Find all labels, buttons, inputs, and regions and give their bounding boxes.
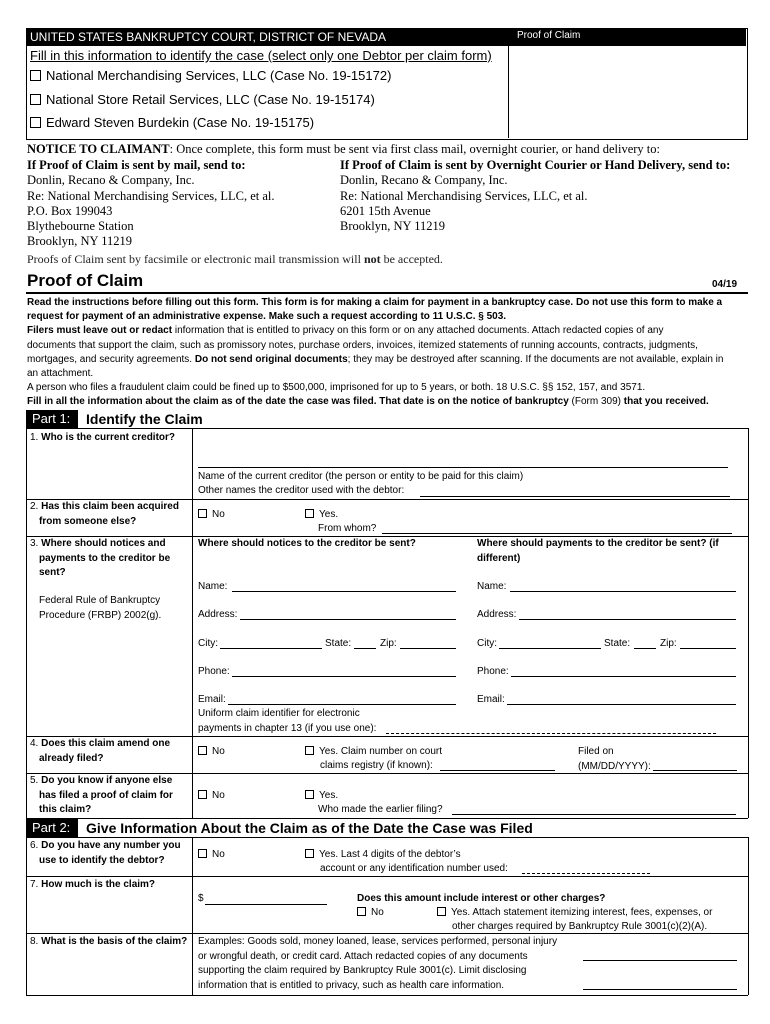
notice-email-field[interactable] <box>228 704 456 705</box>
form-version: 04/19 <box>712 279 738 290</box>
instructions: Read the instructions before filling out this form. This form is for making a claim for payment in a bankruptcy case. Do not use this form to make a request for payment of an administrative expense. Make such a request according to 11 U.S.C. § 503. Filers must leave out or redact information that is entitled to privacy on this form or on any attached documents. Attach redacted copies of any documents that support the claim, such as promissory notes, purchase orders, invoices, itemized statements of running accounts, contracts, judgments, mortgages, and security agreements. Do not send original documents; they may be destroyed after scanning. If the documents are not available, explain in an attachment. A person who files a fraudulent claim could be fined up to $500,000, imprisoned for up to 5 years, or both. 18 U.S.C. §§ 152, 157, and 3571. Fill in all the information about the claim as of the date the case was filed. That date is on the notice of bankruptcy (Form 309) that you received. <box>27 297 724 408</box>
case-option-3[interactable]: Edward Steven Burdekin (Case No. 19-15175) <box>30 115 314 130</box>
q4-no[interactable]: No <box>198 745 225 760</box>
notice-address-label: Address: <box>198 609 238 620</box>
q6-label: 6. Do you have any number you use to identify the debtor? <box>30 840 181 866</box>
mail-heading: If Proof of Claim is sent by mail, send to: <box>27 158 246 172</box>
notice-zip-label: Zip: <box>380 638 397 649</box>
notice-address-field[interactable] <box>240 619 456 620</box>
payment-name-label: Name: <box>477 581 507 592</box>
notice-name-label: Name: <box>198 581 228 592</box>
notices-heading: Where should notices to the creditor be sent? <box>198 538 416 549</box>
q2-no[interactable]: No <box>198 508 225 523</box>
courier-line: Re: National Merchandising Services, LLC, et al. <box>340 188 588 203</box>
q3-label: 3. Where should notices and payments to the creditor be sent? <box>30 538 171 578</box>
payment-zip-field[interactable] <box>680 648 736 649</box>
mail-line: Donlin, Recano & Company, Inc. <box>27 173 195 188</box>
checkbox-icon[interactable] <box>305 849 314 858</box>
q7-yes-detail: other charges required by Bankruptcy Rule 3001(c)(2)(A). <box>452 921 708 932</box>
mail-address-block <box>27 158 275 250</box>
q5-yes[interactable]: Yes. <box>305 789 338 804</box>
claim-basis-field-1[interactable] <box>583 960 737 961</box>
payment-state-field[interactable] <box>634 648 656 649</box>
form-tag: Proof of Claim <box>509 28 746 46</box>
creditor-name-caption: Name of the current creditor (the person or entity to be paid for this claim) <box>198 471 524 482</box>
checkbox-icon[interactable] <box>30 70 41 81</box>
q5-label: 5. Do you know if anyone else has filed a proof of claim for this claim? <box>30 775 173 815</box>
courier-heading: If Proof of Claim is sent by Overnight Courier or Hand Delivery, send to: <box>340 158 731 172</box>
mail-line: Brooklyn, NY 11219 <box>27 234 132 249</box>
part1-title: Identify the Claim <box>86 411 203 427</box>
checkbox-icon[interactable] <box>198 849 207 858</box>
courier-line: Brooklyn, NY 11219 <box>340 219 445 234</box>
claim-amount-field[interactable] <box>205 904 327 905</box>
payment-phone-field[interactable] <box>511 676 736 677</box>
mail-line: Re: National Merchandising Services, LLC, et al. <box>27 188 275 203</box>
title-rule <box>26 292 748 294</box>
payment-address-label: Address: <box>477 609 517 620</box>
notice-city-label: City: <box>198 638 218 649</box>
notice-city-field[interactable] <box>220 648 322 649</box>
q4-label: 4. Does this claim amend one already filed? <box>30 738 171 764</box>
payment-city-field[interactable] <box>499 648 601 649</box>
notice-phone-label: Phone: <box>198 666 230 677</box>
payment-email-label: Email: <box>477 694 505 705</box>
payment-email-field[interactable] <box>507 704 736 705</box>
other-names-line[interactable] <box>420 496 730 497</box>
part2-label: Part 2: <box>26 819 78 837</box>
q4-yes[interactable]: Yes. Claim number on court <box>305 745 442 760</box>
claim-basis-field-2[interactable] <box>583 989 737 990</box>
checkbox-icon[interactable] <box>305 509 314 518</box>
notice-state-field[interactable] <box>354 648 376 649</box>
other-names-label: Other names the creditor used with the debtor: <box>198 485 405 496</box>
case-option-1[interactable]: National Merchandising Services, LLC (Case No. 19-15172) <box>30 68 391 83</box>
checkbox-icon[interactable] <box>198 746 207 755</box>
filed-date-field[interactable] <box>653 770 737 771</box>
payment-zip-label: Zip: <box>660 638 677 649</box>
form-title: Proof of Claim <box>27 271 144 290</box>
mail-line: Blythebourne Station <box>27 219 134 234</box>
checkbox-icon[interactable] <box>357 907 366 916</box>
frbp-note: Federal Rule of Bankruptcy Procedure (FRBP) 2002(g). <box>39 595 162 621</box>
q6-yes[interactable]: Yes. Last 4 digits of the debtor’s <box>305 848 461 863</box>
uci-label: Uniform claim identifier for electronic payments in chapter 13 (if you use one): <box>198 708 377 734</box>
payment-phone-label: Phone: <box>477 666 509 677</box>
claim-registry-label: claims registry (if known): <box>320 760 433 771</box>
checkbox-icon[interactable] <box>30 94 41 105</box>
q6-no[interactable]: No <box>198 848 225 863</box>
fill-in-title: Fill in this information to identify the case (select only one Debtor per claim form) <box>30 48 492 63</box>
q8-label: 8. What is the basis of the claim? <box>30 936 188 947</box>
interest-question: Does this amount include interest or other charges? <box>357 893 606 904</box>
last4-field[interactable] <box>522 873 650 874</box>
checkbox-icon[interactable] <box>305 790 314 799</box>
checkbox-icon[interactable] <box>30 117 41 128</box>
notice-to-claimant: NOTICE TO CLAIMANT: Once complete, this form must be sent via first class mail, overnight courier, or hand delivery to: <box>27 142 660 156</box>
q7-yes[interactable]: Yes. Attach statement itemizing interest, fees, expenses, or <box>437 906 712 921</box>
courier-line: 6201 15th Avenue <box>340 203 431 218</box>
checkbox-icon[interactable] <box>198 509 207 518</box>
q2-label: 2. Has this claim been acquired from someone else? <box>30 501 179 527</box>
notice-zip-field[interactable] <box>400 648 456 649</box>
filed-on-label: Filed on (MM/DD/YYYY): <box>578 746 651 772</box>
courier-address-block <box>340 158 730 234</box>
q2-yes[interactable]: Yes. <box>305 508 338 523</box>
last4-label: account or any identification number used: <box>320 863 508 874</box>
payment-name-field[interactable] <box>510 591 736 592</box>
q7-label: 7. How much is the claim? <box>30 879 156 890</box>
fax-notice: Proofs of Claim sent by facsimile or electronic mail transmission will not be accepted. <box>27 252 443 266</box>
court-name: UNITED STATES BANKRUPTCY COURT, DISTRICT OF NEVADA <box>26 28 508 46</box>
earlier-filing-label: Who made the earlier filing? <box>318 804 443 815</box>
case-option-2[interactable]: National Store Retail Services, LLC (Case No. 19-15174) <box>30 92 375 107</box>
claim-number-field[interactable] <box>440 770 555 771</box>
q1-label: 1. Who is the current creditor? <box>30 432 176 443</box>
q5-no[interactable]: No <box>198 789 225 804</box>
notice-state-label: State: <box>325 638 352 649</box>
checkbox-icon[interactable] <box>437 907 446 916</box>
checkbox-icon[interactable] <box>305 746 314 755</box>
uci-field[interactable] <box>386 733 716 734</box>
notice-phone-field[interactable] <box>232 676 456 677</box>
part2-title: Give Information About the Claim as of the Date the Case was Filed <box>86 820 533 836</box>
dollar-sign: $ <box>198 893 204 904</box>
notice-name-field[interactable] <box>232 591 456 592</box>
from-whom-line[interactable] <box>382 533 732 534</box>
q7-no[interactable]: No <box>357 906 384 921</box>
creditor-name-line[interactable] <box>198 467 728 468</box>
payment-state-label: State: <box>604 638 631 649</box>
checkbox-icon[interactable] <box>198 790 207 799</box>
part1-label: Part 1: <box>26 410 78 428</box>
payments-heading: Where should payments to the creditor be sent? (if different) <box>477 538 719 564</box>
from-whom-label: From whom? <box>318 523 377 534</box>
payment-address-field[interactable] <box>519 619 736 620</box>
mail-line: P.O. Box 199043 <box>27 203 113 218</box>
earlier-filing-field[interactable] <box>452 814 736 815</box>
q8-examples: Examples: Goods sold, money loaned, lease, services performed, personal injury or wrongful death, or credit card. Attach redacted copies of any documents supporting the claim required by Bankruptcy Rule 3001(c). Limit disclosing information that is entitled to privacy, such as health care information. <box>198 936 558 991</box>
courier-line: Donlin, Recano & Company, Inc. <box>340 173 508 188</box>
payment-city-label: City: <box>477 638 497 649</box>
notice-email-label: Email: <box>198 694 226 705</box>
